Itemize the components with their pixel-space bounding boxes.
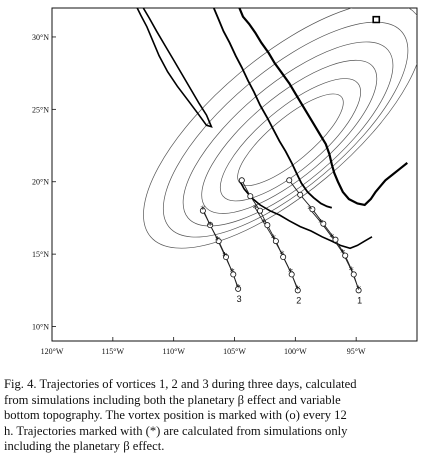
position-star: *	[235, 282, 241, 294]
contour-line	[107, 0, 441, 289]
trajectory-label: 1	[357, 295, 363, 306]
position-star: *	[207, 220, 213, 232]
x-tick-label: 115°W	[101, 347, 125, 356]
position-star: *	[252, 203, 258, 215]
caption-line: Fig. 4. Trajectories of vortices 1, 2 and 3 during three days, calculated	[4, 377, 357, 391]
position-star: *	[307, 204, 313, 216]
position-star: *	[261, 217, 267, 229]
coastline-layer	[137, 8, 407, 248]
trajectory-3	[200, 205, 241, 304]
position-star: *	[340, 248, 346, 260]
position-star: *	[287, 267, 293, 279]
plot-frame	[52, 8, 417, 341]
caption-line: from simulations including both the planetary β effect and variable	[4, 392, 341, 407]
x-tick-label: 105°W	[223, 347, 246, 356]
x-tick-labels	[41, 337, 366, 356]
position-star: *	[229, 267, 235, 279]
caption-line: bottom topography. The vortex position is marked with (o) every 12	[4, 408, 347, 423]
figure-caption	[4, 377, 438, 455]
x-tick-label: 95°W	[346, 347, 366, 356]
x-tick-label: 100°W	[283, 347, 307, 356]
position-star: *	[348, 265, 354, 277]
coastline-east	[239, 8, 407, 205]
position-star: *	[279, 249, 285, 261]
position-star: *	[214, 235, 220, 247]
trajectory-2	[236, 178, 302, 306]
trajectory-label: 2	[296, 295, 302, 306]
position-star: *	[222, 251, 228, 263]
y-tick-label: 15°N	[32, 250, 49, 260]
contour-line	[132, 0, 440, 272]
coastline-island	[373, 17, 379, 23]
position-star: *	[295, 284, 301, 296]
caption-line: h. Trajectories marked with (*) are calculated from simulations only	[4, 423, 348, 438]
position-star: *	[200, 204, 206, 216]
position-circle	[287, 178, 292, 183]
x-tick-label: 110°W	[162, 347, 185, 356]
position-circle	[257, 208, 262, 213]
y-tick-label: 30°N	[32, 32, 49, 42]
position-star: *	[356, 284, 362, 296]
x-tick-label: 120°W	[40, 347, 64, 356]
trajectory-layer	[200, 178, 362, 306]
position-circle	[248, 194, 253, 199]
y-tick-label: 20°N	[32, 177, 49, 187]
position-circle	[239, 178, 244, 183]
coastline-baja	[137, 8, 211, 127]
position-star: *	[270, 233, 276, 245]
caption-line: including the planetary β effect.	[4, 439, 165, 454]
position-star: *	[318, 217, 324, 229]
position-circle	[298, 192, 303, 197]
contour-layer	[107, 0, 441, 289]
trajectory-line-stars	[310, 209, 359, 289]
y-tick-label: 25°N	[32, 105, 49, 115]
contour-line	[180, 36, 399, 238]
trajectory-label: 3	[236, 293, 242, 304]
y-tick-label: 10°N	[32, 322, 49, 332]
position-star: *	[329, 232, 335, 244]
